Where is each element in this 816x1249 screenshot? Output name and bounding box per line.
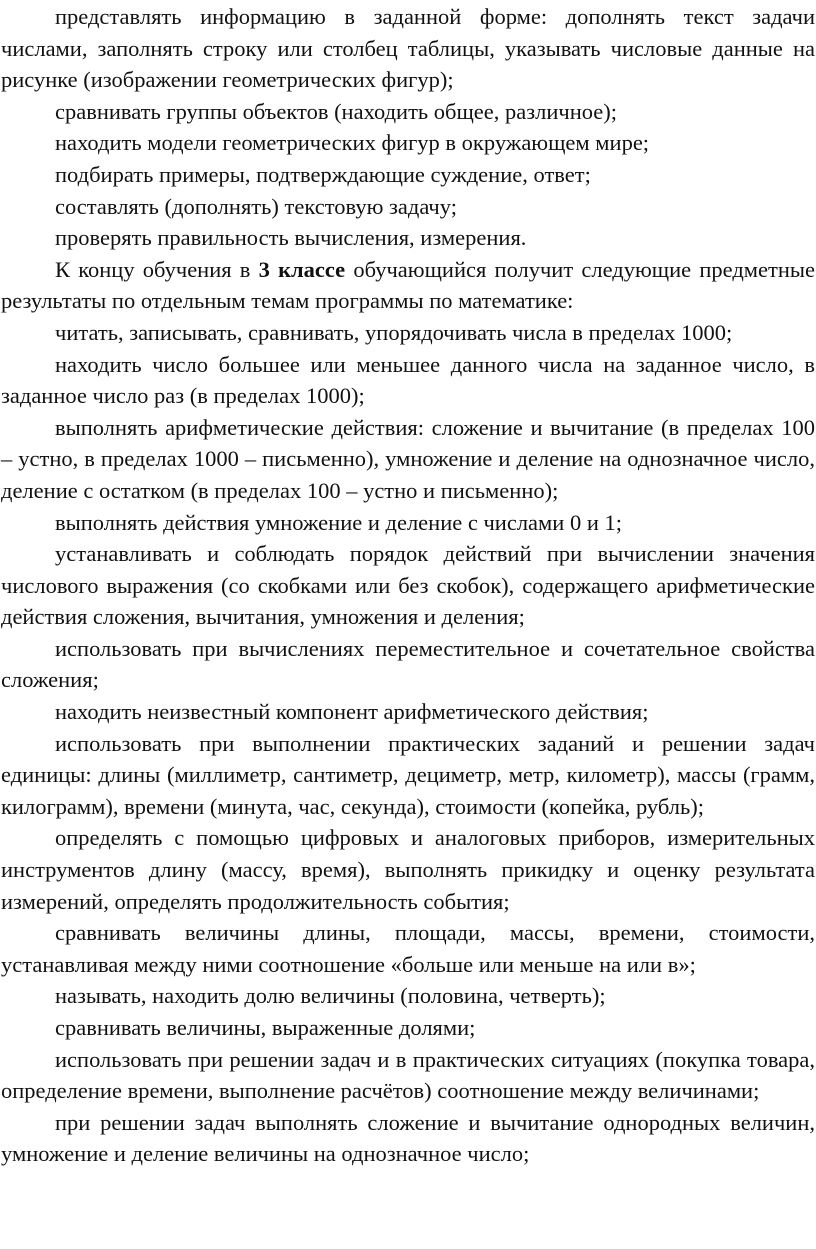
grade-intro-after: обучающийся получит следующие предметные результаты по отдельным темам программы по математике:	[1, 256, 815, 314]
paragraph: читать, записывать, сравнивать, упорядочивать числа в пределах 1000;	[55, 319, 733, 345]
paragraph: называть, находить долю величины (половина, четверть);	[55, 983, 606, 1009]
grade-intro-bold: 3 классе	[258, 256, 346, 282]
paragraph: при решении задач выполнять сложение и вычитание однородных величин, умножение и деление величины на однозначное число;	[1, 1109, 815, 1167]
paragraph: составлять (дополнять) текстовую задачу;	[55, 193, 457, 219]
paragraph: сравнивать величины длины, площади, массы, времени, стоимости, устанавливая между ними соотношение «больше или меньше на или в»;	[1, 920, 815, 977]
paragraph: выполнять действия умножение и деление с числами 0 и 1;	[55, 509, 622, 535]
paragraph: выполнять арифметические действия: сложение и вычитание (в пределах 100 – устно, в пределах 1000 – письменно), умножение и деление на однозначное число, деление с остатком (в пределах 100 – устно и письменно);	[1, 414, 815, 503]
grade-intro-paragraph	[1, 254, 815, 317]
paragraph: подбирать примеры, подтверждающие суждение, ответ;	[55, 161, 591, 187]
paragraph: представлять информацию в заданной форме: дополнять текст задачи числами, заполнять строку или столбец таблицы, указывать числовые данные на рисунке (изображении геометрических фигур);	[1, 4, 815, 93]
paragraph: сравнивать группы объектов (находить общее, различное);	[55, 98, 618, 124]
paragraph: использовать при решении задач и в практических ситуациях (покупка товара, определение времени, выполнение расчётов) соотношение между величинами;	[1, 1046, 815, 1104]
paragraph: проверять правильность вычисления, измерения.	[55, 225, 527, 251]
paragraph: находить неизвестный компонент арифметического действия;	[55, 699, 649, 725]
paragraph: устанавливать и соблюдать порядок действий при вычислении значения числового выражения (со скобками или без скобок), содержащего арифметические действия сложения, вычитания, умножения и деления;	[1, 541, 815, 630]
paragraph: находить модели геометрических фигур в окружающем мире;	[55, 130, 650, 156]
paragraph: использовать при выполнении практических заданий и решении задач единицы: длины (миллиметр, сантиметр, дециметр, метр, километр), массы (грамм, килограмм), времени (минута, час, секунда), стоимости (копейка, рубль);	[1, 730, 815, 819]
paragraph: сравнивать величины, выраженные долями;	[55, 1015, 476, 1040]
paragraph: находить число большее или меньшее данного числа на заданное число, в заданное число раз (в пределах 1000);	[1, 351, 815, 409]
paragraph: использовать при вычислениях переместительное и сочетательное свойства сложения;	[1, 635, 815, 693]
grade-intro-before: К концу обучения в	[55, 256, 259, 282]
paragraph: определять с помощью цифровых и аналоговых приборов, измерительных инструментов длину (массу, время), выполнять прикидку и оценку результата измерений, определять продолжительность события;	[1, 825, 815, 914]
